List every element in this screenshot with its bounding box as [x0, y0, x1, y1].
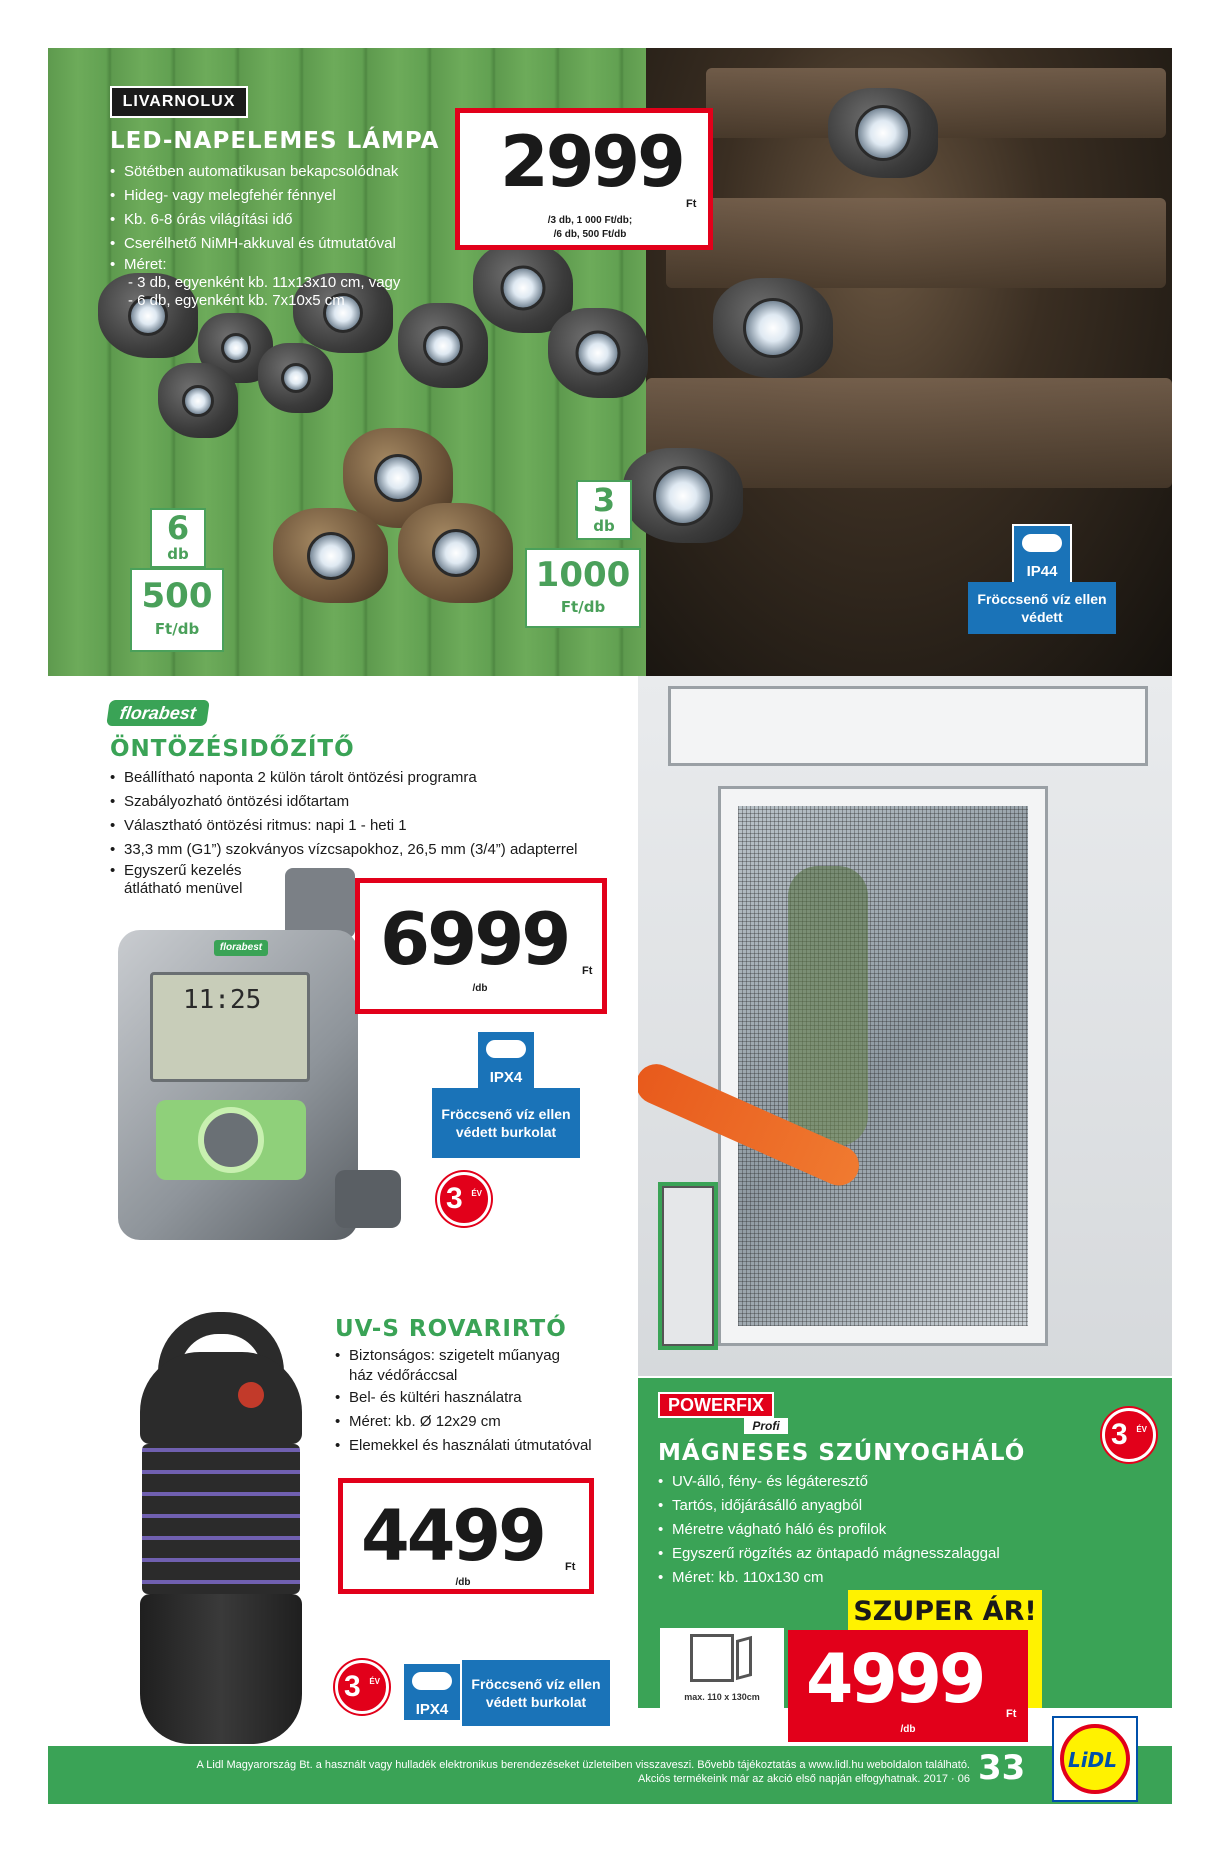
- zapper-price: 4499: [361, 1495, 544, 1577]
- currency: Ft: [686, 198, 697, 210]
- feature-item: • Méret: kb. Ø 12x29 cm: [335, 1410, 592, 1434]
- super-price-banner: SZUPER ÁR!: [848, 1590, 1042, 1634]
- feature-item: • Bel- és kültéri használatra: [335, 1386, 592, 1410]
- size-diagram: [660, 1628, 784, 1708]
- tag-price-unit: Ft/db: [154, 620, 200, 638]
- solar-stone-lamp: [398, 503, 513, 603]
- timer-tap-connector: [285, 868, 355, 938]
- adapter-fitting: [335, 1170, 401, 1228]
- tag-count-unit: db: [593, 517, 615, 535]
- lidl-logo-text: LiDL: [1068, 1748, 1117, 1772]
- feature-item: • Hideg- vagy melegfehér fénnyel: [110, 184, 400, 208]
- timer-lcd-time: 11:25: [183, 985, 262, 1015]
- lamp-unit-line2: /6 db, 500 Ft/db: [553, 229, 627, 240]
- tag-price-unit: Ft/db: [560, 598, 606, 616]
- tag-6-pieces: [150, 508, 206, 568]
- feature-item: • Cserélhető NiMH-akkuval és útmutatóval: [110, 232, 400, 256]
- device-brand-label: florabest: [214, 940, 268, 956]
- solar-stone-lamp: [623, 448, 743, 543]
- footer-recycling-notice: A Lidl Magyarország Bt. a használt vagy hulladék elektronikus berendezéseket üzleteiben visszaveszi. Bővebb tájékoztatás a www.lidl.hu weboldalon található.: [196, 1759, 970, 1771]
- zapper-unit: /db: [455, 1577, 471, 1588]
- ip-code: IPX4: [489, 1069, 523, 1086]
- net-unit: /db: [900, 1724, 916, 1735]
- lamp-price: 2999: [500, 121, 683, 203]
- net-title: MÁGNESES SZÚNYOGHÁLÓ: [658, 1440, 1026, 1466]
- size-caption: max. 110 x 130cm: [684, 1692, 760, 1702]
- feature-item-sub: átlátható menüvel: [124, 880, 243, 897]
- zapper-top: [140, 1352, 302, 1444]
- timer-price: 6999: [380, 897, 569, 981]
- tag-count: 3: [592, 481, 616, 519]
- tag-price: 1000: [535, 555, 631, 595]
- warranty-3-year-badge: [1102, 1408, 1156, 1462]
- timer-unit: /db: [472, 983, 488, 994]
- livarnolux-logo: LIVARNOLUX: [110, 86, 248, 118]
- warranty-years: 3: [446, 1182, 463, 1215]
- ipx4-splash-icon: [476, 1030, 536, 1090]
- lamp-title: LED-NAPELEMES LÁMPA: [110, 128, 440, 154]
- feature-item: • Méret:: [110, 256, 400, 274]
- ip-code: IPX4: [415, 1701, 449, 1718]
- feature-item: • Egyszerű rögzítés az öntapadó mágnesszalaggal: [658, 1542, 1000, 1566]
- timer-title: ÖNTÖZÉSIDŐZÍTŐ: [110, 736, 355, 762]
- zapper-switch: [238, 1382, 264, 1408]
- lamp-price-box: [455, 108, 713, 250]
- feature-item: • Sötétben automatikusan bekapcsolódnak: [110, 160, 400, 184]
- timer-device: [118, 930, 358, 1240]
- feature-item-sub: - 6 db, egyenként kb. 7x10x5 cm: [128, 292, 345, 309]
- zapper-title: UV-S ROVARIRTÓ: [335, 1316, 567, 1342]
- ipx4-label: Fröccsenő víz ellen védett burkolat: [462, 1660, 610, 1726]
- feature-item: • Méretre vágható háló és profilok: [658, 1518, 1000, 1542]
- lidl-logo: [1052, 1716, 1138, 1802]
- warranty-unit: ÉV: [369, 1677, 380, 1686]
- mosquito-net-mesh: [738, 806, 1028, 1326]
- window-top-frame: [668, 686, 1148, 766]
- mosquito-net-offer-panel: [638, 676, 1172, 1378]
- solar-stone-lamp: [273, 508, 388, 603]
- solar-stone-lamp: [158, 363, 238, 438]
- currency: Ft: [582, 965, 593, 977]
- warranty-unit: ÉV: [1136, 1425, 1147, 1434]
- warranty-unit: ÉV: [471, 1189, 482, 1198]
- solar-stone-lamp: [828, 88, 938, 178]
- tag-count-unit: db: [167, 545, 189, 563]
- florabest-logo: florabest: [106, 700, 210, 726]
- tag-count: 6: [166, 509, 190, 547]
- inset-frame: [658, 1182, 718, 1350]
- ipx4-splash-icon: [402, 1662, 462, 1722]
- timer-lcd-screen: [150, 972, 310, 1082]
- ip44-label: Fröccsenő víz ellen védett: [968, 582, 1116, 634]
- tag-3-pieces: [576, 480, 632, 540]
- net-price: 4999: [806, 1640, 984, 1719]
- tag-500-per-piece: [130, 568, 224, 652]
- super-banner-edge: [1028, 1630, 1042, 1708]
- feature-item: • UV-álló, fény- és légáteresztő: [658, 1470, 1000, 1494]
- powerfix-logo: POWERFIX: [658, 1392, 774, 1418]
- feature-item: • 33,3 mm (G1”) szokványos vízcsapokhoz, 26,5 mm (3/4”) adapterrel: [110, 838, 578, 862]
- stone-step: [666, 198, 1166, 288]
- feature-item: • Beállítható naponta 2 külön tárolt öntözési programra: [110, 766, 578, 790]
- plant-behind-window: [788, 866, 868, 1146]
- warranty-3-year-badge: [437, 1172, 491, 1226]
- solar-stone-lamp: [398, 303, 488, 388]
- net-price-box: [788, 1630, 1028, 1742]
- warranty-years: 3: [1111, 1418, 1128, 1451]
- timer-price-box: [355, 878, 607, 1014]
- lamp-features: [110, 160, 400, 310]
- feature-item: • Szabályozható öntözési időtartam: [110, 790, 578, 814]
- page-number: 33: [978, 1748, 1026, 1788]
- ip44-splash-icon: [1012, 524, 1072, 584]
- solar-stone-lamp: [548, 308, 648, 398]
- zapper-uv-grill: [142, 1444, 300, 1594]
- feature-item: • Kb. 6-8 órás világítási idő: [110, 208, 400, 232]
- feature-item: • Egyszerű kezelés: [110, 862, 578, 880]
- zapper-features: [335, 1346, 592, 1458]
- footer-stock-notice: Akciós termékeink már az akció első napján elfogyhatnak. 2017 · 06: [637, 1773, 970, 1785]
- feature-item: • Tartós, időjárásálló anyagból: [658, 1494, 1000, 1518]
- tag-price: 500: [141, 576, 213, 616]
- ip-code: IP44: [1026, 563, 1058, 580]
- feature-item: • Választható öntözési ritmus: napi 1 - heti 1: [110, 814, 578, 838]
- warranty-3-year-badge: [335, 1660, 389, 1714]
- currency: Ft: [565, 1561, 576, 1573]
- currency: Ft: [1006, 1708, 1017, 1720]
- solar-stone-lamp: [713, 278, 833, 378]
- feature-item-sub: - 3 db, egyenként kb. 11x13x10 cm, vagy: [128, 274, 401, 291]
- profi-logo: Profi: [744, 1418, 788, 1434]
- timer-control-dial[interactable]: [156, 1100, 306, 1180]
- feature-item: • Méret: kb. 110x130 cm: [658, 1566, 1000, 1590]
- feature-item: • Elemekkel és használati útmutatóval: [335, 1434, 592, 1458]
- solar-stone-lamp: [258, 343, 333, 413]
- warranty-years: 3: [344, 1670, 361, 1703]
- ipx4-label: Fröccsenő víz ellen védett burkolat: [432, 1088, 580, 1158]
- zapper-base: [140, 1594, 302, 1744]
- feature-item-sub: ház védőráccsal: [349, 1367, 458, 1384]
- lamp-unit-line1: /3 db, 1 000 Ft/db;: [547, 215, 633, 226]
- zapper-price-box: [338, 1478, 594, 1594]
- net-features: [658, 1470, 1000, 1590]
- tag-1000-per-piece: [525, 548, 641, 628]
- feature-item: • Biztonságos: szigetelt műanyag: [335, 1346, 592, 1366]
